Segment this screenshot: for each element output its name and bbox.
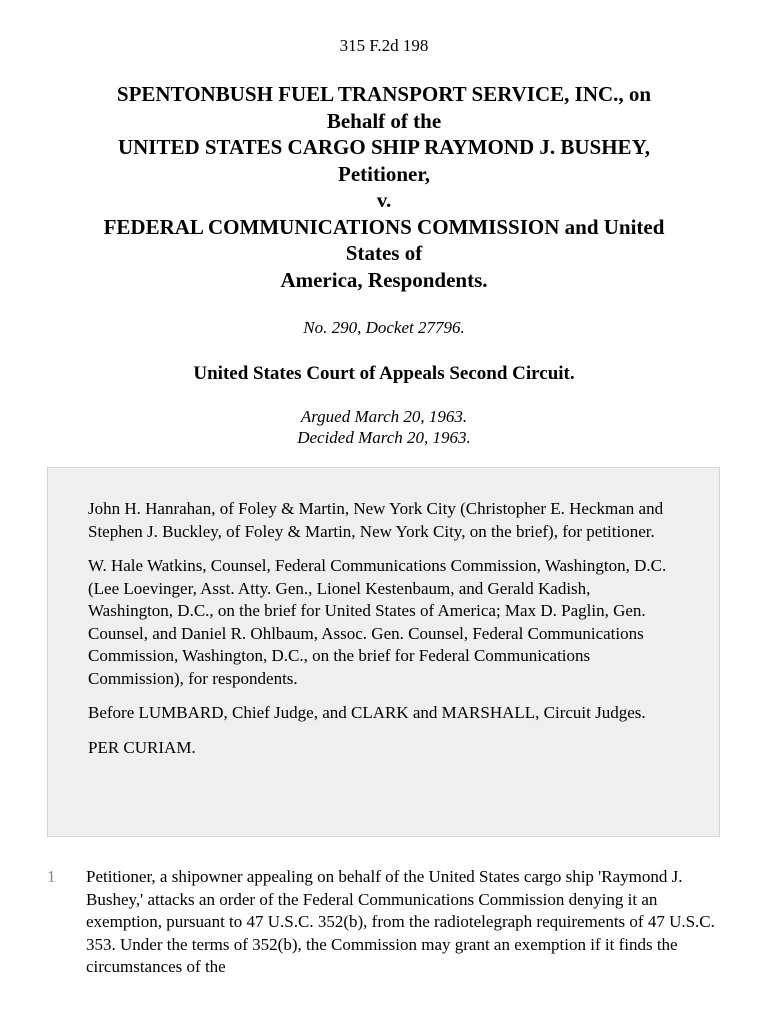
court-name: United States Court of Appeals Second Circuit. [193,363,575,384]
title-line: Behalf of the [326,108,442,133]
paragraph-text: Petitioner, a shipowner appealing on behalf of the United States cargo ship 'Raymond J. Bushey,' attacks an order of the Federal Communications Commission denying it an exemption, pursuant to 47 U.S.C. 352(b), from the radiotelegraph requirements of 47 U.S.C. 353. Under the terms of 352(b), the Commission may grant an exemption if it finds the circumstances of the [86,867,715,976]
case-title [40,81,728,293]
title-line: SPENTONBUSH FUEL TRANSPORT SERVICE, INC., on [116,82,652,106]
title-line: UNITED STATES CARGO SHIP RAYMOND J. BUSHEY, [117,135,651,159]
case-dates [0,406,768,448]
title-line: v. [376,188,392,212]
per-curiam: PER CURIAM. [88,737,196,757]
counsel-panel [47,467,720,837]
docket-number: No. 290, Docket 27796. [303,318,465,337]
argued-date: Argued March 20, 1963. [300,407,468,426]
title-line: States of [345,241,423,265]
decided-date: Decided March 20, 1963. [297,428,471,447]
paragraph-number: 1 [47,867,56,886]
judges-panel: Before LUMBARD, Chief Judge, and CLARK and MARSHALL, Circuit Judges. [88,703,646,722]
case-citation: 315 F.2d 198 [339,36,429,55]
title-line: America, Respondents. [280,267,488,292]
title-line: FEDERAL COMMUNICATIONS COMMISSION and United [103,214,665,239]
counsel-respondents: W. Hale Watkins, Counsel, Federal Communications Commission, Washington, D.C. (Lee Loevinger, Asst. Atty. Gen., Lionel Kestenbaum, and Gerald Kadish, Washington, D.C., on the brief for United States of America; Max D. Paglin, Gen. Counsel, and Daniel R. Ohlbaum, Assoc. Gen. Counsel, Federal Communications Commission, Washington, D.C., on the brief for Federal Communications Commission), for respondents. [88,556,667,688]
title-line: Petitioner, [338,161,430,186]
counsel-petitioner: John H. Hanrahan, of Foley & Martin, New York City (Christopher E. Heckman and Stephen J. Buckley, of Foley & Martin, New York City, on the brief), for petitioner. [88,499,664,541]
